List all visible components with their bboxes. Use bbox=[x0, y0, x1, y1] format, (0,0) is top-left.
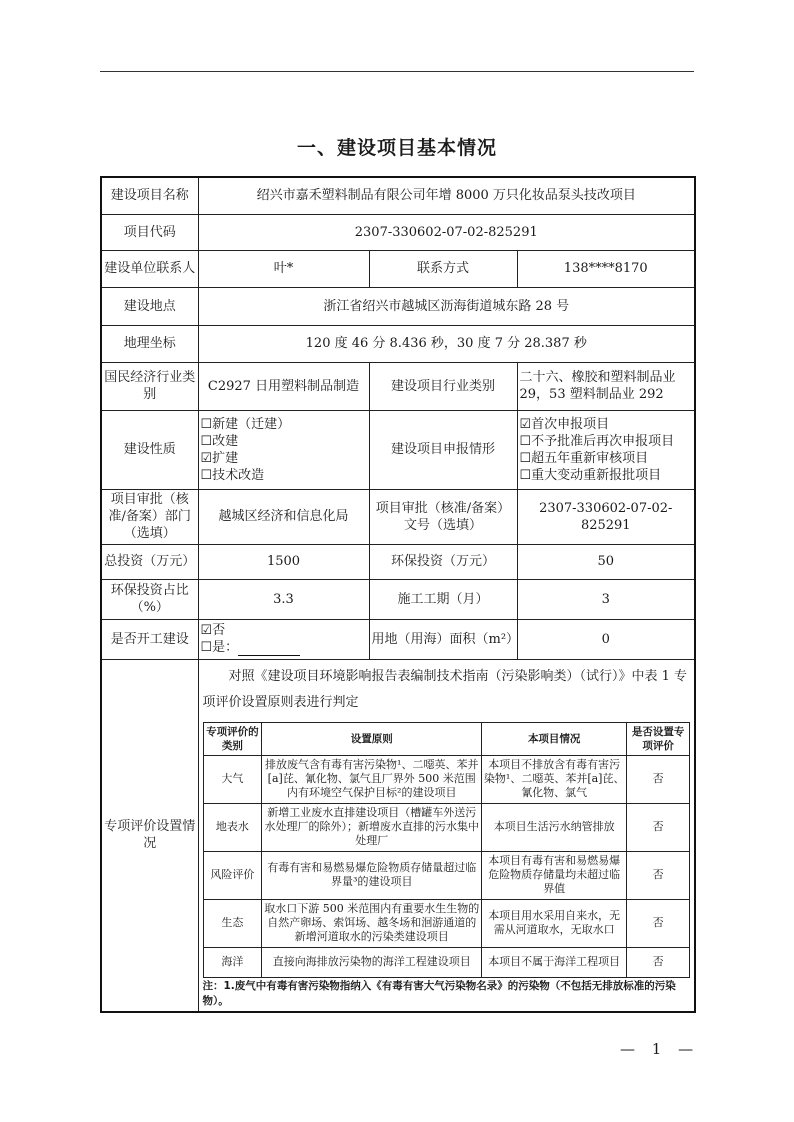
value-approval-number: 2307-330602-07-02-825291 bbox=[517, 489, 695, 544]
label-project-code: 项目代码 bbox=[101, 214, 198, 250]
option-rebuild[interactable]: ☐改建 bbox=[200, 433, 239, 449]
label-contact-person: 建设单位联系人 bbox=[101, 250, 198, 287]
value-contact-person: 叶* bbox=[198, 250, 369, 287]
special-evaluation-intro: 对照《建设项目环境影响报告表编制技术指南（污染影响类）（试行）》中表 1 专项评价设置原则表进行判定 bbox=[202, 668, 688, 710]
checkbox-icon[interactable]: ☐ bbox=[200, 467, 213, 483]
value-project-industry: 二十六、橡胶和塑料制品业 29，53 塑料制品业 292 bbox=[517, 362, 695, 410]
label-project-industry: 建设项目行业类别 bbox=[369, 362, 517, 410]
cell-category: 风险评价 bbox=[203, 851, 262, 899]
cell-set: 否 bbox=[627, 899, 690, 947]
label-application-type: 建设项目申报情形 bbox=[369, 410, 517, 489]
header-set: 是否设置专项评价 bbox=[627, 722, 690, 755]
header-category: 专项评价的类别 bbox=[203, 722, 262, 755]
value-location: 浙江省绍兴市越城区沥海街道城东路 28 号 bbox=[198, 287, 695, 325]
value-project-code: 2307-330602-07-02-825291 bbox=[198, 214, 695, 250]
checkbox-icon[interactable]: ☐ bbox=[519, 433, 532, 449]
row-coordinates bbox=[101, 325, 695, 362]
option-five-year-review[interactable]: ☐超五年重新审核项目 bbox=[519, 450, 649, 466]
construction-nature-options bbox=[198, 410, 369, 489]
value-env-ratio: 3.3 bbox=[198, 579, 369, 619]
project-basic-info-table bbox=[100, 176, 696, 1013]
started-options bbox=[198, 619, 369, 659]
row-industry bbox=[101, 362, 695, 410]
application-type-options bbox=[517, 410, 695, 489]
option-first-application[interactable]: ☑首次申报项目 bbox=[519, 416, 610, 432]
row-started bbox=[101, 619, 695, 659]
label-coordinates: 地理坐标 bbox=[101, 325, 198, 362]
label-env-ratio: 环保投资占比（%） bbox=[101, 579, 198, 619]
option-new-build[interactable]: ☐新建（迁建） bbox=[200, 416, 291, 432]
value-project-name: 绍兴市嘉禾塑料制品有限公司年增 8000 万只化妆品泵头技改项目 bbox=[198, 177, 695, 214]
table-row bbox=[203, 755, 690, 803]
label-project-name: 建设项目名称 bbox=[101, 177, 198, 214]
option-tech-upgrade[interactable]: ☐技术改造 bbox=[200, 467, 265, 483]
footnote: 注：1.废气中有毒有害污染物指纳入《有毒有害大气污染物名录》的污染物（不包括无排放标准的污染物）。 bbox=[202, 979, 676, 1007]
row-investment bbox=[101, 544, 695, 579]
cell-category: 生态 bbox=[203, 899, 262, 947]
checkbox-icon[interactable]: ☐ bbox=[200, 640, 213, 655]
page-number: — 1 — bbox=[620, 1040, 700, 1058]
label-approval-dept: 项目审批（核准/备案）部门（选填） bbox=[101, 489, 198, 544]
special-evaluation-table bbox=[203, 722, 691, 978]
cell-situation: 本项目不属于海洋工程项目 bbox=[482, 947, 627, 977]
option-expansion[interactable]: ☑扩建 bbox=[200, 450, 239, 466]
option-not-started[interactable]: ☑否 bbox=[200, 623, 226, 638]
row-contact bbox=[101, 250, 695, 287]
checkbox-checked-icon[interactable]: ☑ bbox=[519, 416, 532, 432]
row-approval bbox=[101, 489, 695, 544]
cell-category: 地表水 bbox=[203, 803, 262, 851]
value-contact-method: 138****8170 bbox=[517, 250, 695, 287]
table-row bbox=[203, 899, 690, 947]
cell-principle: 新增工业废水直排建设项目（槽罐车外送污水处理厂的除外）；新增废水直排的污水集中处理厂 bbox=[262, 803, 482, 851]
cell-situation: 本项目生活污水纳管排放 bbox=[482, 803, 627, 851]
row-env-ratio bbox=[101, 579, 695, 619]
label-construction-nature: 建设性质 bbox=[101, 410, 198, 489]
label-contact-method: 联系方式 bbox=[369, 250, 517, 287]
section-title: 一、建设项目基本情况 bbox=[296, 137, 497, 159]
row-special-evaluation bbox=[101, 659, 695, 1012]
cell-category: 大气 bbox=[203, 755, 262, 803]
label-special-evaluation: 专项评价设置情况 bbox=[101, 659, 198, 1012]
row-project-code bbox=[101, 214, 695, 250]
option-major-change[interactable]: ☐重大变动重新报批项目 bbox=[519, 467, 662, 483]
label-started: 是否开工建设 bbox=[101, 619, 198, 659]
cell-set: 否 bbox=[627, 803, 690, 851]
label-land-area: 用地（用海）面积（m²） bbox=[369, 619, 517, 659]
table-row bbox=[203, 947, 690, 977]
label-env-investment: 环保投资（万元） bbox=[369, 544, 517, 579]
sub-table-header bbox=[203, 722, 690, 755]
cell-principle: 排放废气含有毒有害污染物¹、二噁英、苯并[a]芘、氰化物、氯气且厂界外 500 米范围内有环境空气保护目标²的建设项目 bbox=[262, 755, 482, 803]
option-reapplication[interactable]: ☐不予批准后再次申报项目 bbox=[519, 433, 675, 449]
cell-set: 否 bbox=[627, 755, 690, 803]
cell-situation: 本项目用水采用自来水，无需从河道取水，无取水口 bbox=[482, 899, 627, 947]
header-principle: 设置原则 bbox=[262, 722, 482, 755]
value-land-area: 0 bbox=[517, 619, 695, 659]
cell-set: 否 bbox=[627, 851, 690, 899]
checkbox-icon[interactable]: ☐ bbox=[200, 433, 213, 449]
header-situation: 本项目情况 bbox=[482, 722, 627, 755]
value-coordinates: 120 度 46 分 8.436 秒，30 度 7 分 28.387 秒 bbox=[198, 325, 695, 362]
label-national-industry: 国民经济行业类别 bbox=[101, 362, 198, 410]
value-construction-period: 3 bbox=[517, 579, 695, 619]
value-total-investment: 1500 bbox=[198, 544, 369, 579]
value-national-industry: C2927 日用塑料制品制造 bbox=[198, 362, 369, 410]
cell-set: 否 bbox=[627, 947, 690, 977]
cell-principle: 有毒有害和易燃易爆危险物质存储量超过临界量³的建设项目 bbox=[262, 851, 482, 899]
started-date-blank[interactable] bbox=[238, 643, 300, 656]
cell-principle: 直接向海排放污染物的海洋工程建设项目 bbox=[262, 947, 482, 977]
label-approval-number: 项目审批（核准/备案）文号（选填） bbox=[369, 489, 517, 544]
row-nature bbox=[101, 410, 695, 489]
table-row bbox=[203, 803, 690, 851]
cell-category: 海洋 bbox=[203, 947, 262, 977]
special-evaluation-content bbox=[198, 659, 695, 1012]
checkbox-checked-icon[interactable]: ☑ bbox=[200, 450, 213, 466]
checkbox-icon[interactable]: ☐ bbox=[519, 467, 532, 483]
checkbox-icon[interactable]: ☐ bbox=[200, 416, 213, 432]
value-env-investment: 50 bbox=[517, 544, 695, 579]
cell-situation: 本项目不排放含有毒有害污染物¹、二噁英、苯并[a]芘、氰化物、氯气 bbox=[482, 755, 627, 803]
value-approval-dept: 越城区经济和信息化局 bbox=[198, 489, 369, 544]
label-construction-period: 施工工期（月） bbox=[369, 579, 517, 619]
cell-situation: 本项目有毒有害和易燃易爆危险物质存储量均未超过临界值 bbox=[482, 851, 627, 899]
checkbox-icon[interactable]: ☐ bbox=[519, 450, 532, 466]
label-total-investment: 总投资（万元） bbox=[101, 544, 198, 579]
cell-principle: 取水口下游 500 米范围内有重要水生生物的自然产卵场、索饵场、越冬场和洄游通道的新增河道取水的污染类建设项目 bbox=[262, 899, 482, 947]
table-row bbox=[203, 851, 690, 899]
header-rule bbox=[100, 71, 694, 72]
row-location bbox=[101, 287, 695, 325]
option-started[interactable]: ☐是： bbox=[201, 639, 367, 656]
checkbox-checked-icon[interactable]: ☑ bbox=[200, 623, 213, 638]
label-location: 建设地点 bbox=[101, 287, 198, 325]
row-project-name bbox=[101, 177, 695, 214]
